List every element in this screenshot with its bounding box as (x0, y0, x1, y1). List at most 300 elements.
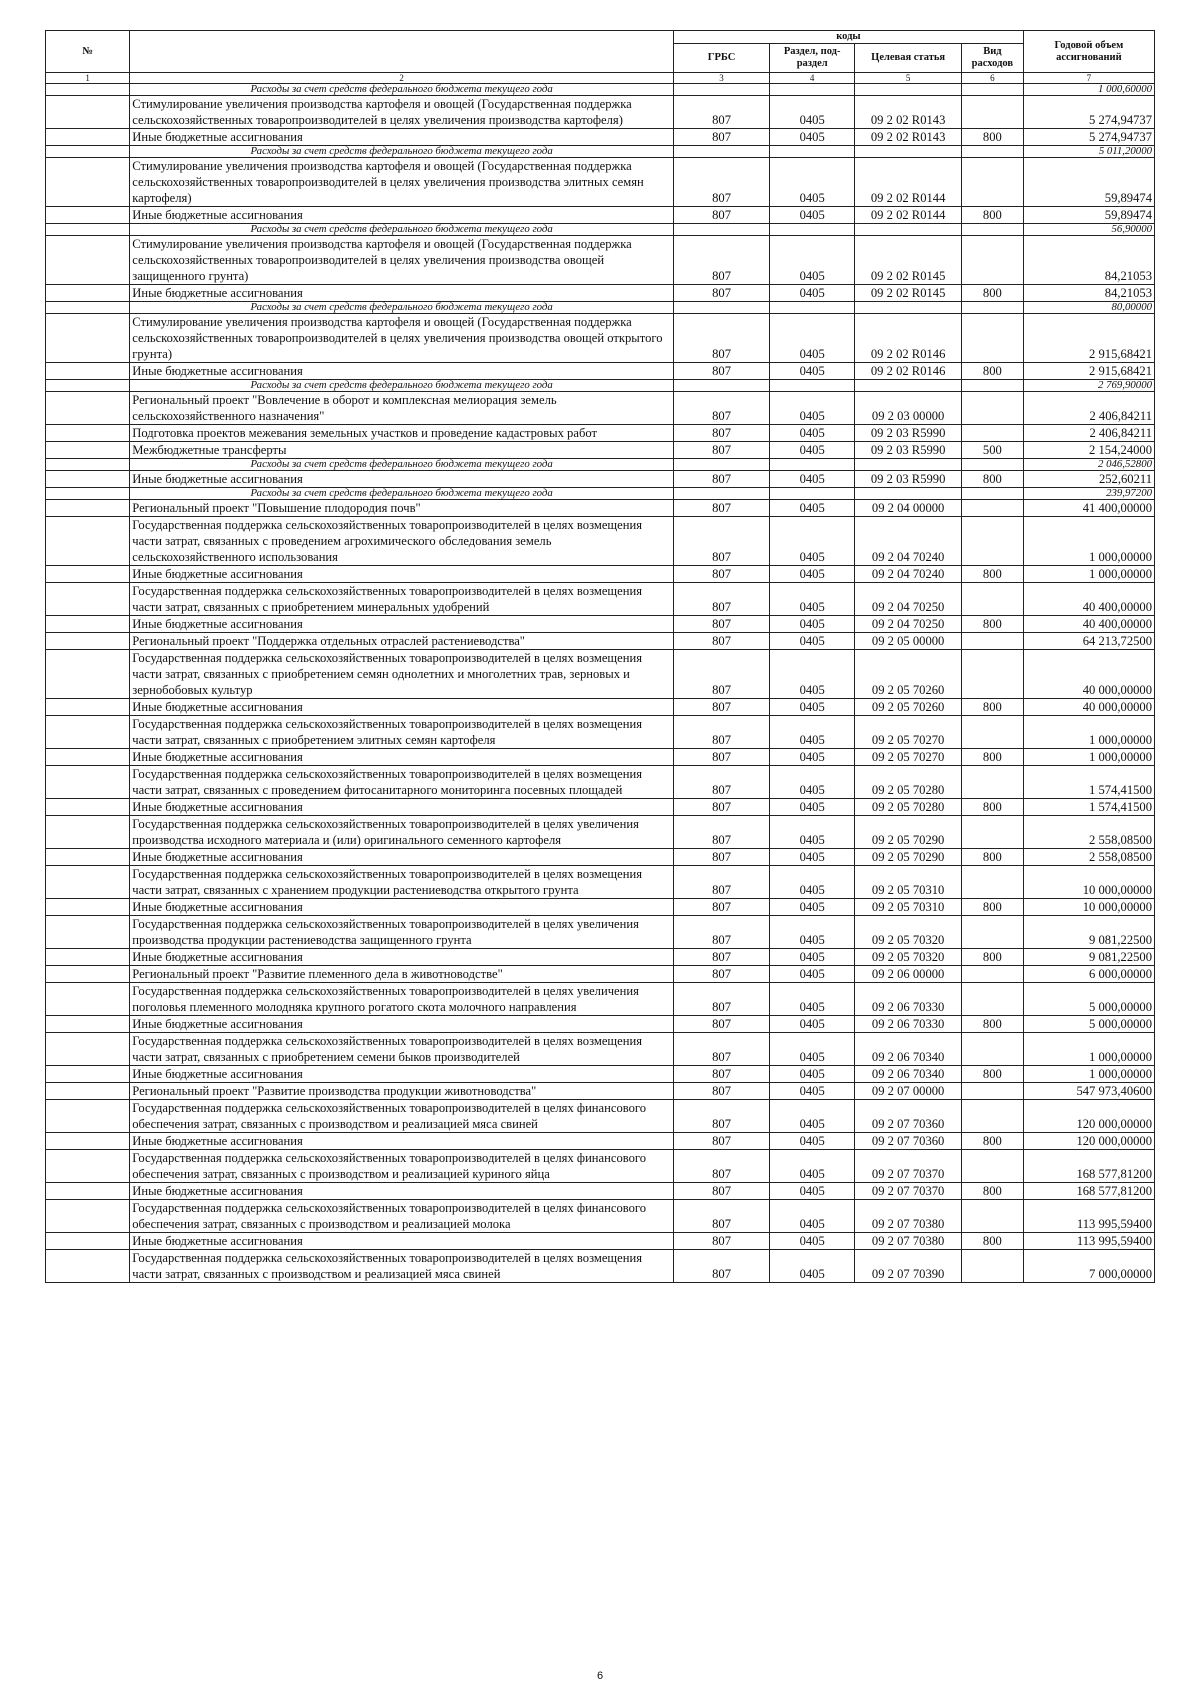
section-code: 0405 (770, 916, 855, 949)
section-code: 0405 (770, 766, 855, 799)
table-row (46, 566, 1155, 583)
table-row (46, 129, 1155, 146)
kind-code: 800 (961, 471, 1023, 488)
header-row-top (46, 31, 1155, 44)
federal-budget-row (46, 459, 1155, 471)
table-row (46, 236, 1155, 285)
expense-name: Государственная поддержка сельскохозяйственных товаропроизводителей в целях возмещения части затрат, связанных с приобретением минеральных удобрений (130, 583, 674, 616)
grbs-code: 807 (674, 471, 770, 488)
allocation-amount: 56,90000 (1023, 224, 1154, 236)
allocation-amount: 84,21053 (1023, 236, 1154, 285)
grbs-code: 807 (674, 1133, 770, 1150)
grbs-code: 807 (674, 1150, 770, 1183)
row-number-cell (46, 442, 130, 459)
section-code: 0405 (770, 849, 855, 866)
row-number-cell (46, 699, 130, 716)
budget-table (45, 30, 1155, 1283)
row-number-cell (46, 799, 130, 816)
expense-name: Расходы за счет средств федерального бюджета текущего года (130, 146, 674, 158)
section-code: 0405 (770, 1250, 855, 1283)
row-number-cell (46, 380, 130, 392)
target-code: 09 2 05 70280 (855, 766, 962, 799)
kind-code (961, 1083, 1023, 1100)
expense-name: Межбюджетные трансферты (130, 442, 674, 459)
expense-name: Стимулирование увеличения производства картофеля и овощей (Государственная поддержка сельскохозяйственных товаропроизводителей в целях увеличения производства овощей защищенного грунта) (130, 236, 674, 285)
grbs-code: 807 (674, 1100, 770, 1133)
expense-name: Государственная поддержка сельскохозяйственных товаропроизводителей в целях возмещения части затрат, связанных с проведением агрохимического обследования земель сельскохозяйственного использования (130, 517, 674, 566)
row-number-cell (46, 949, 130, 966)
section-code: 0405 (770, 363, 855, 380)
kind-code: 800 (961, 285, 1023, 302)
allocation-amount: 40 400,00000 (1023, 583, 1154, 616)
row-number-cell (46, 1033, 130, 1066)
grbs-code: 807 (674, 207, 770, 224)
section-code: 0405 (770, 1150, 855, 1183)
grbs-code: 807 (674, 1250, 770, 1283)
section-code (770, 146, 855, 158)
section-code: 0405 (770, 650, 855, 699)
row-number-cell (46, 224, 130, 236)
grbs-code (674, 84, 770, 96)
target-code: 09 2 06 70340 (855, 1033, 962, 1066)
table-row (46, 500, 1155, 517)
expense-name: Расходы за счет средств федерального бюджета текущего года (130, 459, 674, 471)
grbs-code (674, 380, 770, 392)
section-code: 0405 (770, 425, 855, 442)
expense-name: Иные бюджетные ассигнования (130, 1066, 674, 1083)
section-code: 0405 (770, 583, 855, 616)
row-number-cell (46, 1150, 130, 1183)
expense-name: Иные бюджетные ассигнования (130, 129, 674, 146)
expense-name: Государственная поддержка сельскохозяйственных товаропроизводителей в целях финансового обеспечения затрат, связанных с производством и реализацией мяса свиней (130, 1100, 674, 1133)
grbs-code: 807 (674, 983, 770, 1016)
target-code (855, 84, 962, 96)
grbs-code: 807 (674, 500, 770, 517)
section-code: 0405 (770, 1183, 855, 1200)
row-number-cell (46, 500, 130, 517)
table-body (46, 84, 1155, 1283)
section-code: 0405 (770, 983, 855, 1016)
target-code: 09 2 05 70280 (855, 799, 962, 816)
table-row (46, 363, 1155, 380)
target-code: 09 2 02 R0144 (855, 158, 962, 207)
row-number-cell (46, 285, 130, 302)
allocation-amount: 10 000,00000 (1023, 866, 1154, 899)
section-code: 0405 (770, 616, 855, 633)
header-kind: Вид расходов (961, 44, 1023, 73)
col-number: 2 (130, 73, 674, 84)
kind-code: 800 (961, 849, 1023, 866)
target-code (855, 224, 962, 236)
kind-code (961, 716, 1023, 749)
table-row (46, 749, 1155, 766)
allocation-amount: 168 577,81200 (1023, 1150, 1154, 1183)
section-code: 0405 (770, 129, 855, 146)
grbs-code: 807 (674, 849, 770, 866)
target-code: 09 2 03 R5990 (855, 471, 962, 488)
row-number-cell (46, 392, 130, 425)
expense-name: Стимулирование увеличения производства картофеля и овощей (Государственная поддержка сельскохозяйственных товаропроизводителей в целях увеличения производства картофеля) (130, 96, 674, 129)
kind-code: 800 (961, 749, 1023, 766)
expense-name: Иные бюджетные ассигнования (130, 616, 674, 633)
grbs-code: 807 (674, 650, 770, 699)
grbs-code: 807 (674, 1066, 770, 1083)
target-code (855, 146, 962, 158)
grbs-code: 807 (674, 799, 770, 816)
section-code: 0405 (770, 392, 855, 425)
kind-code: 800 (961, 899, 1023, 916)
expense-name: Иные бюджетные ассигнования (130, 207, 674, 224)
allocation-amount: 6 000,00000 (1023, 966, 1154, 983)
expense-name: Расходы за счет средств федерального бюджета текущего года (130, 488, 674, 500)
kind-code (961, 983, 1023, 1016)
kind-code (961, 1200, 1023, 1233)
target-code: 09 2 07 70370 (855, 1183, 962, 1200)
table-row (46, 285, 1155, 302)
grbs-code: 807 (674, 392, 770, 425)
row-number-cell (46, 1183, 130, 1200)
row-number-cell (46, 866, 130, 899)
grbs-code (674, 302, 770, 314)
table-row (46, 899, 1155, 916)
allocation-amount: 239,97200 (1023, 488, 1154, 500)
federal-budget-row (46, 146, 1155, 158)
allocation-amount: 40 400,00000 (1023, 616, 1154, 633)
kind-code (961, 1100, 1023, 1133)
row-number-cell (46, 1016, 130, 1033)
kind-code: 800 (961, 129, 1023, 146)
target-code (855, 302, 962, 314)
kind-code (961, 224, 1023, 236)
target-code: 09 2 05 00000 (855, 633, 962, 650)
grbs-code: 807 (674, 314, 770, 363)
target-code: 09 2 03 R5990 (855, 425, 962, 442)
table-row (46, 1016, 1155, 1033)
row-number-cell (46, 471, 130, 488)
grbs-code: 807 (674, 96, 770, 129)
row-number-cell (46, 816, 130, 849)
kind-code: 800 (961, 1133, 1023, 1150)
target-code: 09 2 05 70320 (855, 949, 962, 966)
target-code: 09 2 05 70270 (855, 749, 962, 766)
grbs-code: 807 (674, 1183, 770, 1200)
kind-code: 800 (961, 566, 1023, 583)
expense-name: Иные бюджетные ассигнования (130, 699, 674, 716)
col-number: 4 (770, 73, 855, 84)
kind-code: 800 (961, 1183, 1023, 1200)
grbs-code: 807 (674, 899, 770, 916)
expense-name: Государственная поддержка сельскохозяйственных товаропроизводителей в целях увеличения производства исходного материала и (или) оригинального семенного картофеля (130, 816, 674, 849)
row-number-cell (46, 966, 130, 983)
header-num: № (46, 31, 130, 73)
target-code: 09 2 04 70250 (855, 583, 962, 616)
target-code: 09 2 03 R5990 (855, 442, 962, 459)
allocation-amount: 64 213,72500 (1023, 633, 1154, 650)
allocation-amount: 1 000,00000 (1023, 566, 1154, 583)
section-code: 0405 (770, 96, 855, 129)
target-code: 09 2 05 70310 (855, 899, 962, 916)
row-number-cell (46, 916, 130, 949)
allocation-amount: 40 000,00000 (1023, 699, 1154, 716)
section-code: 0405 (770, 1233, 855, 1250)
kind-code (961, 766, 1023, 799)
section-code: 0405 (770, 816, 855, 849)
grbs-code: 807 (674, 949, 770, 966)
row-number-cell (46, 517, 130, 566)
grbs-code: 807 (674, 363, 770, 380)
target-code (855, 488, 962, 500)
table-row (46, 849, 1155, 866)
section-code: 0405 (770, 1083, 855, 1100)
allocation-amount: 1 000,00000 (1023, 1033, 1154, 1066)
grbs-code: 807 (674, 699, 770, 716)
target-code: 09 2 04 70240 (855, 566, 962, 583)
expense-name: Иные бюджетные ассигнования (130, 1133, 674, 1150)
table-row (46, 699, 1155, 716)
expense-name: Государственная поддержка сельскохозяйственных товаропроизводителей в целях увеличения производства продукции растениеводства защищенного грунта (130, 916, 674, 949)
grbs-code (674, 146, 770, 158)
target-code: 09 2 02 R0146 (855, 314, 962, 363)
target-code: 09 2 02 R0144 (855, 207, 962, 224)
kind-code (961, 517, 1023, 566)
target-code: 09 2 05 70320 (855, 916, 962, 949)
target-code: 09 2 05 70290 (855, 849, 962, 866)
allocation-amount: 252,60211 (1023, 471, 1154, 488)
table-row (46, 158, 1155, 207)
allocation-amount: 2 769,90000 (1023, 380, 1154, 392)
expense-name: Расходы за счет средств федерального бюджета текущего года (130, 380, 674, 392)
federal-budget-row (46, 302, 1155, 314)
grbs-code: 807 (674, 1233, 770, 1250)
section-code (770, 459, 855, 471)
table-row (46, 1183, 1155, 1200)
kind-code (961, 633, 1023, 650)
grbs-code: 807 (674, 517, 770, 566)
expense-name: Иные бюджетные ассигнования (130, 1016, 674, 1033)
row-number-cell (46, 583, 130, 616)
target-code: 09 2 02 R0143 (855, 96, 962, 129)
column-number-row (46, 73, 1155, 84)
kind-code (961, 302, 1023, 314)
target-code: 09 2 05 70270 (855, 716, 962, 749)
table-row (46, 583, 1155, 616)
allocation-amount: 41 400,00000 (1023, 500, 1154, 517)
allocation-amount: 2 406,84211 (1023, 392, 1154, 425)
kind-code: 800 (961, 363, 1023, 380)
allocation-amount: 9 081,22500 (1023, 916, 1154, 949)
section-code: 0405 (770, 1066, 855, 1083)
table-row (46, 799, 1155, 816)
expense-name: Региональный проект "Развитие производства продукции животноводства" (130, 1083, 674, 1100)
expense-name: Региональный проект "Вовлечение в оборот и комплексная мелиорация земель сельскохозяйственного назначения" (130, 392, 674, 425)
row-number-cell (46, 236, 130, 285)
row-number-cell (46, 459, 130, 471)
section-code: 0405 (770, 285, 855, 302)
grbs-code: 807 (674, 866, 770, 899)
table-row (46, 314, 1155, 363)
expense-name: Иные бюджетные ассигнования (130, 799, 674, 816)
allocation-amount: 2 558,08500 (1023, 816, 1154, 849)
kind-code: 800 (961, 799, 1023, 816)
target-code: 09 2 04 00000 (855, 500, 962, 517)
row-number-cell (46, 650, 130, 699)
section-code: 0405 (770, 633, 855, 650)
section-code: 0405 (770, 314, 855, 363)
target-code: 09 2 03 00000 (855, 392, 962, 425)
grbs-code: 807 (674, 285, 770, 302)
row-number-cell (46, 1233, 130, 1250)
row-number-cell (46, 1250, 130, 1283)
allocation-amount: 5 274,94737 (1023, 129, 1154, 146)
table-row (46, 1233, 1155, 1250)
allocation-amount: 2 154,24000 (1023, 442, 1154, 459)
expense-name: Иные бюджетные ассигнования (130, 1233, 674, 1250)
row-number-cell (46, 1100, 130, 1133)
expense-name: Государственная поддержка сельскохозяйственных товаропроизводителей в целях возмещения части затрат, связанных с приобретением семян однолетних и многолетних трав, зерновых и зернобобовых культур (130, 650, 674, 699)
table-row (46, 1200, 1155, 1233)
allocation-amount: 120 000,00000 (1023, 1133, 1154, 1150)
expense-name: Иные бюджетные ассигнования (130, 899, 674, 916)
kind-code (961, 425, 1023, 442)
row-number-cell (46, 633, 130, 650)
allocation-amount: 84,21053 (1023, 285, 1154, 302)
allocation-amount: 168 577,81200 (1023, 1183, 1154, 1200)
kind-code (961, 459, 1023, 471)
expense-name: Иные бюджетные ассигнования (130, 949, 674, 966)
grbs-code: 807 (674, 158, 770, 207)
allocation-amount: 5 011,20000 (1023, 146, 1154, 158)
allocation-amount: 5 274,94737 (1023, 96, 1154, 129)
table-row (46, 816, 1155, 849)
grbs-code: 807 (674, 1016, 770, 1033)
target-code: 09 2 06 00000 (855, 966, 962, 983)
allocation-amount: 80,00000 (1023, 302, 1154, 314)
col-number: 3 (674, 73, 770, 84)
section-code (770, 84, 855, 96)
expense-name: Стимулирование увеличения производства картофеля и овощей (Государственная поддержка сельскохозяйственных товаропроизводителей в целях увеличения производства элитных семян картофеля) (130, 158, 674, 207)
row-number-cell (46, 749, 130, 766)
table-row (46, 966, 1155, 983)
allocation-amount: 7 000,00000 (1023, 1250, 1154, 1283)
expense-name: Государственная поддержка сельскохозяйственных товаропроизводителей в целях возмещения части затрат, связанных с приобретением элитных семян картофеля (130, 716, 674, 749)
grbs-code: 807 (674, 1200, 770, 1233)
table-row (46, 916, 1155, 949)
target-code: 09 2 02 R0145 (855, 285, 962, 302)
allocation-amount: 113 995,59400 (1023, 1233, 1154, 1250)
target-code: 09 2 05 70260 (855, 699, 962, 716)
kind-code: 800 (961, 1016, 1023, 1033)
row-number-cell (46, 849, 130, 866)
row-number-cell (46, 488, 130, 500)
table-row (46, 471, 1155, 488)
section-code: 0405 (770, 500, 855, 517)
section-code (770, 380, 855, 392)
grbs-code: 807 (674, 1033, 770, 1066)
expense-name: Государственная поддержка сельскохозяйственных товаропроизводителей в целях увеличения поголовья племенного молодняка крупного рогатого скота молочного направления (130, 983, 674, 1016)
table-row (46, 1033, 1155, 1066)
expense-name: Государственная поддержка сельскохозяйственных товаропроизводителей в целях возмещения части затрат, связанных с хранением продукции растениеводства открытого грунта (130, 866, 674, 899)
grbs-code: 807 (674, 633, 770, 650)
table-row (46, 1250, 1155, 1283)
table-row (46, 866, 1155, 899)
section-code (770, 488, 855, 500)
target-code: 09 2 02 R0145 (855, 236, 962, 285)
table-row (46, 766, 1155, 799)
kind-code (961, 146, 1023, 158)
grbs-code: 807 (674, 766, 770, 799)
grbs-code: 807 (674, 749, 770, 766)
target-code (855, 380, 962, 392)
target-code: 09 2 05 70260 (855, 650, 962, 699)
table-row (46, 616, 1155, 633)
allocation-amount: 120 000,00000 (1023, 1100, 1154, 1133)
expense-name: Государственная поддержка сельскохозяйственных товаропроизводителей в целях финансового обеспечения затрат, связанных с производством и реализацией куриного яйца (130, 1150, 674, 1183)
kind-code (961, 488, 1023, 500)
table-row (46, 949, 1155, 966)
allocation-amount: 2 406,84211 (1023, 425, 1154, 442)
kind-code: 800 (961, 699, 1023, 716)
section-code: 0405 (770, 442, 855, 459)
expense-name: Иные бюджетные ассигнования (130, 849, 674, 866)
table-row (46, 517, 1155, 566)
grbs-code: 807 (674, 583, 770, 616)
allocation-amount: 59,89474 (1023, 207, 1154, 224)
kind-code (961, 866, 1023, 899)
row-number-cell (46, 1083, 130, 1100)
allocation-amount: 1 000,00000 (1023, 1066, 1154, 1083)
grbs-code: 807 (674, 716, 770, 749)
kind-code (961, 314, 1023, 363)
section-code: 0405 (770, 1200, 855, 1233)
table-row (46, 425, 1155, 442)
section-code: 0405 (770, 207, 855, 224)
kind-code (961, 96, 1023, 129)
row-number-cell (46, 616, 130, 633)
table-row (46, 650, 1155, 699)
allocation-amount: 2 046,52800 (1023, 459, 1154, 471)
grbs-code: 807 (674, 425, 770, 442)
table-row (46, 983, 1155, 1016)
section-code: 0405 (770, 1016, 855, 1033)
grbs-code: 807 (674, 816, 770, 849)
section-code: 0405 (770, 1133, 855, 1150)
grbs-code: 807 (674, 1083, 770, 1100)
header-target: Целевая статья (855, 44, 962, 73)
expense-name: Государственная поддержка сельскохозяйственных товаропроизводителей в целях возмещения части затрат, связанных с приобретением семени быков производителей (130, 1033, 674, 1066)
kind-code (961, 966, 1023, 983)
row-number-cell (46, 899, 130, 916)
table-row (46, 633, 1155, 650)
expense-name: Иные бюджетные ассигнования (130, 1183, 674, 1200)
target-code: 09 2 04 70240 (855, 517, 962, 566)
target-code: 09 2 05 70290 (855, 816, 962, 849)
kind-code (961, 650, 1023, 699)
target-code: 09 2 07 70360 (855, 1133, 962, 1150)
header-section: Раздел, под-раздел (770, 44, 855, 73)
section-code: 0405 (770, 1100, 855, 1133)
kind-code (961, 84, 1023, 96)
federal-budget-row (46, 224, 1155, 236)
expense-name: Иные бюджетные ассигнования (130, 566, 674, 583)
allocation-amount: 1 000,00000 (1023, 749, 1154, 766)
federal-budget-row (46, 488, 1155, 500)
allocation-amount: 5 000,00000 (1023, 983, 1154, 1016)
expense-name: Подготовка проектов межевания земельных участков и проведение кадастровых работ (130, 425, 674, 442)
row-number-cell (46, 84, 130, 96)
kind-code (961, 1150, 1023, 1183)
allocation-amount: 547 973,40600 (1023, 1083, 1154, 1100)
allocation-amount: 9 081,22500 (1023, 949, 1154, 966)
